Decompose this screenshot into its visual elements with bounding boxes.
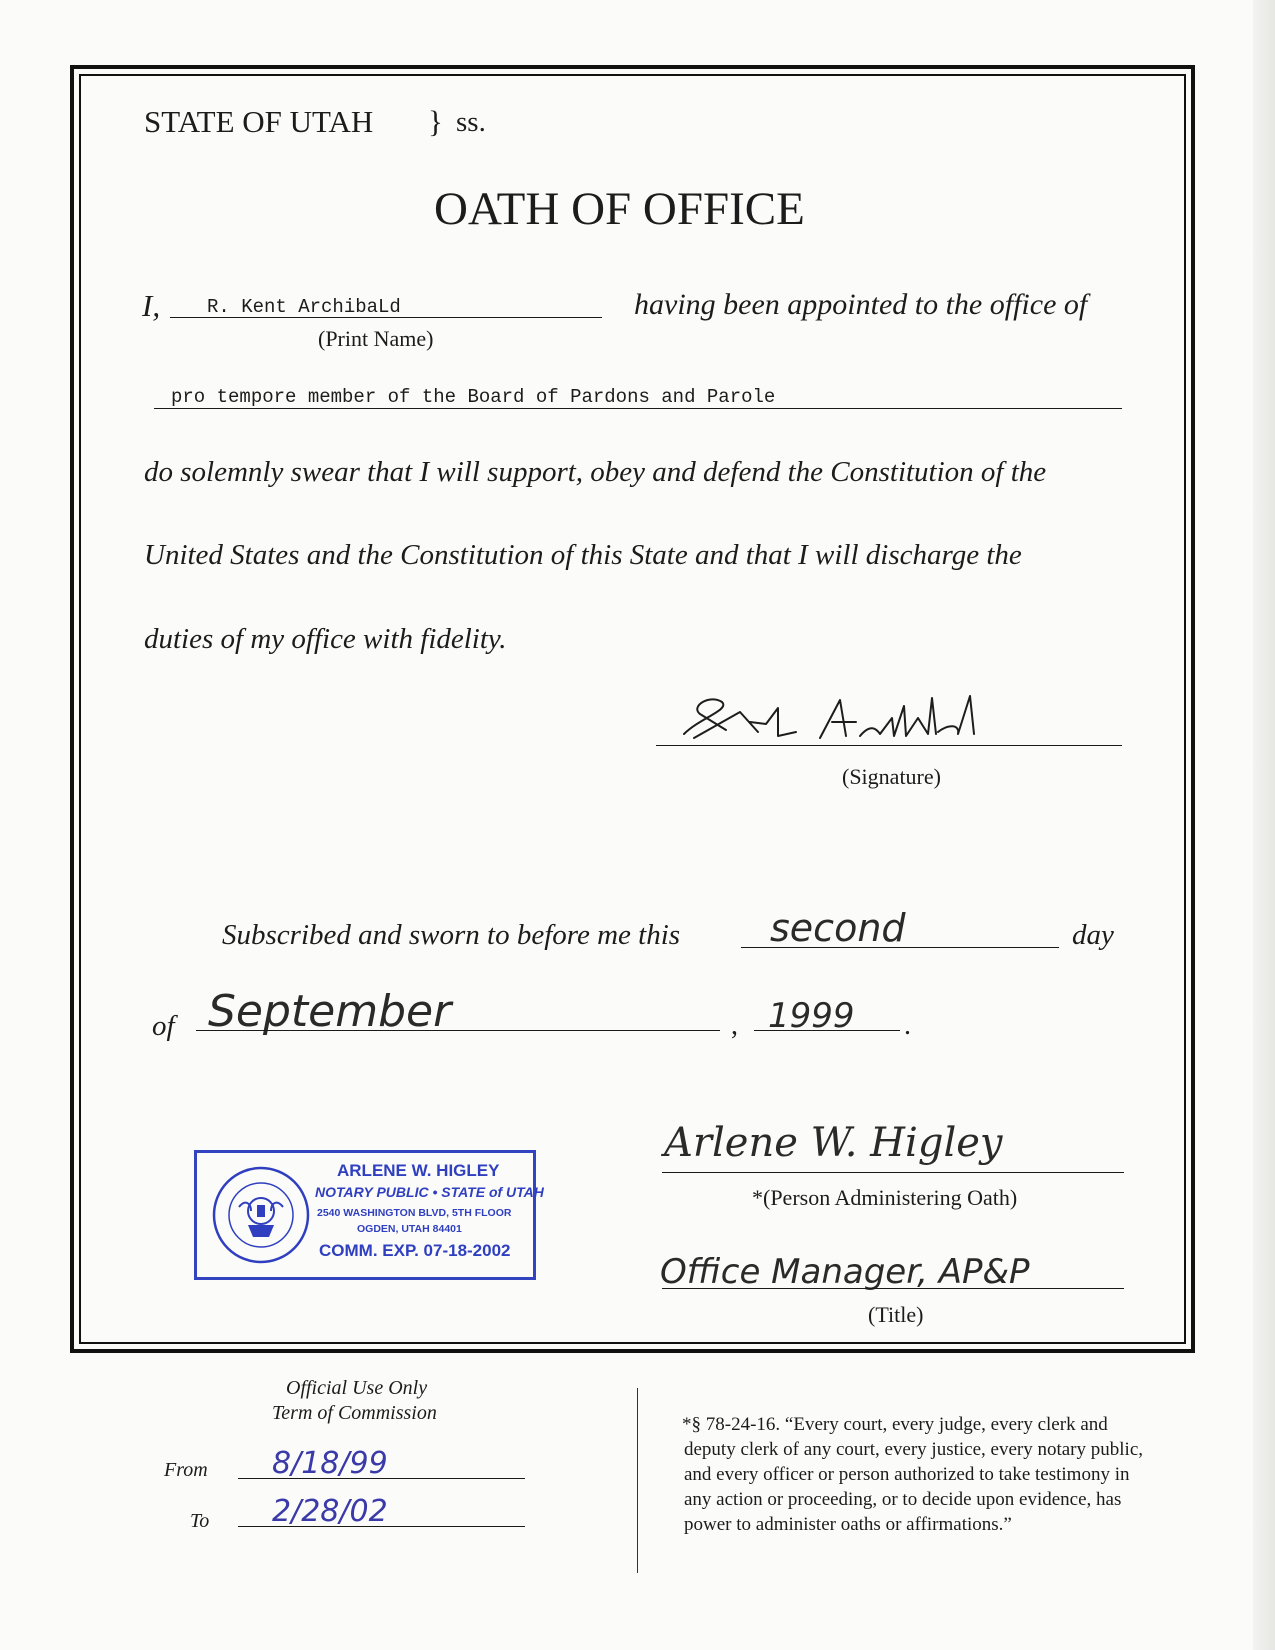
- oath-line-2: United States and the Constitution of this State and that I will discharge the: [144, 539, 1022, 571]
- state-seal-icon: [211, 1165, 311, 1265]
- administrator-signature-line: [662, 1172, 1124, 1173]
- month-value: September: [208, 986, 452, 1037]
- term-of-commission-heading: Term of Commission: [272, 1402, 437, 1424]
- oath-line-3: duties of my office with fidelity.: [144, 623, 507, 655]
- stamp-name: ARLENE W. HIGLEY: [337, 1161, 500, 1180]
- appointed-text: having been appointed to the office of: [634, 288, 1088, 321]
- stamp-city: OGDEN, UTAH 84401: [357, 1223, 462, 1235]
- statute-line-4: any action or proceeding, or to decide upon evidence, has: [684, 1489, 1122, 1510]
- from-label: From: [164, 1459, 208, 1481]
- statute-line-1: *§ 78-24-16. “Every court, every judge, every clerk and: [682, 1414, 1108, 1435]
- title-caption: (Title): [868, 1302, 924, 1327]
- statute-line-2: deputy clerk of any court, every justice, every notary public,: [684, 1439, 1143, 1460]
- to-line: [238, 1526, 525, 1527]
- from-line: [238, 1478, 525, 1479]
- date-period: .: [904, 1010, 911, 1041]
- day-label: day: [1072, 919, 1114, 951]
- page-edge: [1253, 0, 1275, 1650]
- i-label: I,: [142, 288, 161, 323]
- signature-line: [656, 745, 1122, 746]
- month-line: [196, 1030, 720, 1031]
- from-value: 8/18/99: [272, 1446, 388, 1481]
- official-use-heading: Official Use Only: [286, 1377, 428, 1399]
- notary-stamp: [194, 1150, 544, 1280]
- date-comma: ,: [731, 1010, 738, 1041]
- office-value: pro tempore member of the Board of Pardons and Parole: [171, 386, 776, 408]
- stamp-notary-line: NOTARY PUBLIC • STATE of UTAH: [315, 1184, 544, 1200]
- stamp-address: 2540 WASHINGTON BLVD, 5TH FLOOR: [317, 1207, 512, 1219]
- appointee-signature: [670, 688, 990, 758]
- to-label: To: [190, 1510, 210, 1532]
- of-label: of: [152, 1010, 175, 1042]
- footer-divider: [637, 1388, 638, 1573]
- print-name-value: R. Kent ArchibaLd: [207, 296, 401, 318]
- title-line: [662, 1288, 1124, 1289]
- administrator-signature: Arlene W. Higley: [664, 1120, 1003, 1166]
- jurat-lead-text: Subscribed and sworn to before me this: [222, 919, 681, 951]
- print-name-line: [170, 317, 602, 318]
- ss-label: ss.: [456, 106, 486, 138]
- year-value: 1999: [768, 996, 855, 1036]
- stamp-commission-expiration: COMM. EXP. 07-18-2002: [319, 1241, 511, 1260]
- administrator-title-value: Office Manager, AP&P: [660, 1252, 1030, 1292]
- day-line: [741, 947, 1059, 948]
- administrator-caption: *(Person Administering Oath): [752, 1185, 1018, 1210]
- office-line: [154, 408, 1122, 409]
- oath-line-1: do solemnly swear that I will support, obey and defend the Constitution of the: [144, 456, 1047, 488]
- brace: }: [428, 104, 443, 139]
- page-title: OATH OF OFFICE: [434, 183, 805, 235]
- statute-line-3: and every officer or person authorized to take testimony in: [684, 1464, 1130, 1485]
- day-value: second: [770, 906, 906, 950]
- year-line: [754, 1030, 900, 1031]
- to-value: 2/28/02: [272, 1494, 388, 1529]
- signature-caption: (Signature): [842, 764, 941, 789]
- print-name-caption: (Print Name): [318, 326, 434, 351]
- statute-line-5: power to administer oaths or affirmations.”: [684, 1514, 1012, 1535]
- state-label: STATE OF UTAH: [144, 104, 374, 139]
